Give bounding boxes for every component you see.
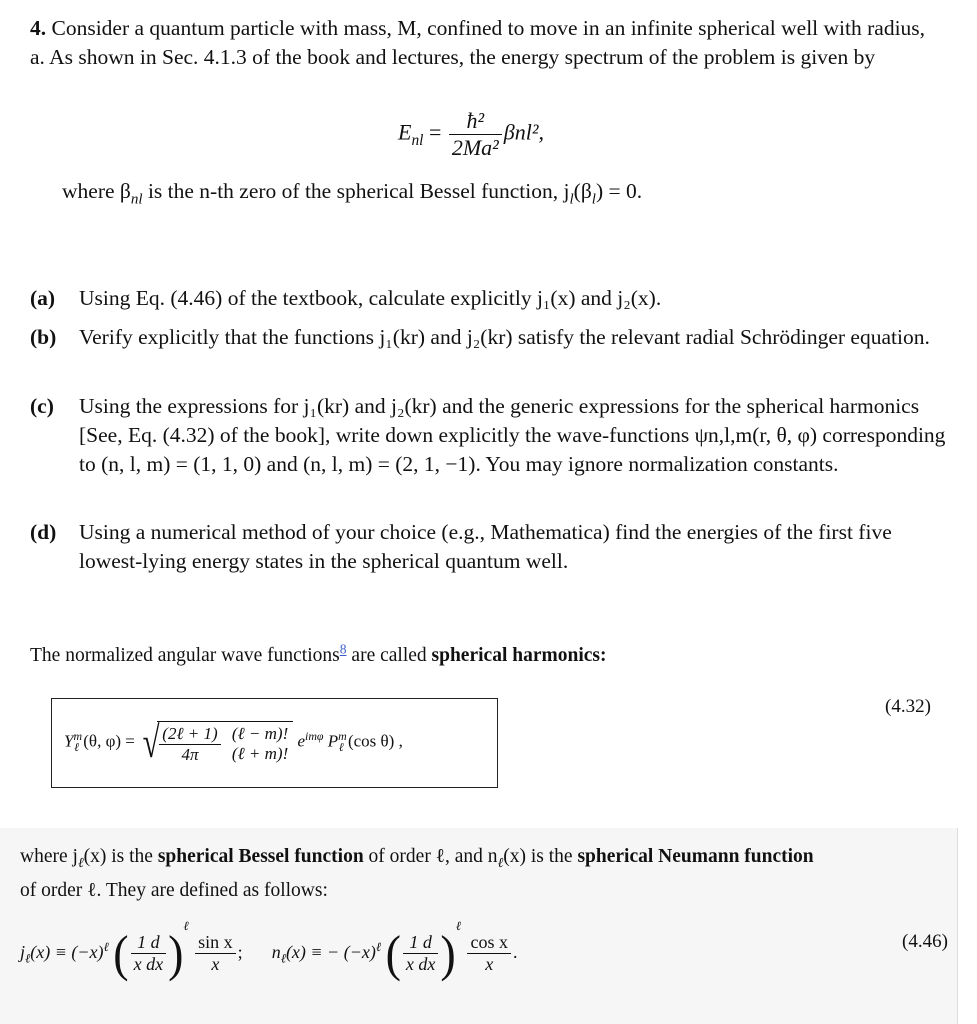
eq-j-pow: ℓ: [103, 940, 109, 954]
eq-plm-sup: m: [338, 728, 347, 743]
part-a: [30, 284, 950, 313]
eq-exp-sup: imφ: [305, 728, 324, 743]
frac1-den: 4π: [159, 744, 220, 765]
eq-4-32-number: (4.32): [885, 696, 931, 717]
where-j-sub: l: [569, 191, 574, 208]
eq-n-sub: ℓ: [280, 951, 286, 966]
eq-n-rest: (x) ≡ − (−x): [285, 942, 376, 962]
op2-num: 1 d: [409, 932, 432, 953]
paren-open: (: [385, 925, 401, 982]
eq-plm-sub: ℓ: [338, 739, 344, 754]
bessel-b1: spherical Bessel function: [157, 846, 364, 867]
bessel-t5: of order ℓ. They are defined as follows:: [20, 880, 328, 901]
where-final: ) = 0.: [595, 179, 643, 203]
sqrt: [139, 717, 293, 768]
part-text: Using the expressions for j₁(kr) and j₂(kr) and the generic expressions for the spherical harmonics [See, Eq. (4.32) of the book], write down explicitly the wave-functions ψn,l,m(r, θ, φ) corresponding to (n, l, m) = (1, 1, 0) and (n, l, m) = (2, 1, −1). You may ignore normalization constants.: [79, 394, 946, 476]
energy-lhs-sub: nl: [411, 131, 424, 149]
eq-j: j: [20, 942, 26, 962]
eq-exp: e: [297, 731, 306, 751]
bessel-text: [20, 840, 950, 908]
where-sub: nl: [130, 191, 143, 208]
excerpt1-bold-term: spherical harmonics:: [431, 645, 607, 666]
eq-j-rest: (x) ≡ (−x): [30, 942, 104, 962]
op-frac-2: [403, 932, 438, 975]
cos-den: x: [467, 953, 511, 975]
eq-4-32: [64, 717, 403, 768]
op-frac-1: [131, 932, 166, 975]
eq-ylm-args: (θ, φ) =: [83, 731, 135, 751]
excerpt-bessel: [0, 828, 958, 1024]
eq-ylm: Y: [64, 731, 74, 751]
bessel-t2: (x) is the: [83, 846, 158, 867]
energy-fraction: [449, 108, 502, 161]
op1-den: x dx: [131, 953, 166, 975]
eq-4-46-number: (4.46): [902, 931, 948, 952]
part-text: Verify explicitly that the functions j₁(kr) and j₂(kr) satisfy the relevant radial Schrödinger equation.: [79, 325, 930, 349]
paren-close: ): [440, 925, 456, 982]
op1-num: 1 d: [137, 932, 160, 953]
bessel-t4: (x) is the: [503, 846, 578, 867]
eq-n: n: [271, 942, 281, 962]
eq-ylm-sub: ℓ: [74, 739, 80, 754]
part-d: [30, 518, 950, 576]
sqrt-frac-2: [229, 724, 291, 764]
cos-num: cos x: [470, 932, 508, 953]
part-label: (b): [30, 325, 57, 349]
bessel-t1: where j: [20, 846, 78, 867]
bessel-t1-sub: ℓ: [77, 854, 84, 870]
part-label: (a): [30, 286, 56, 310]
eq-j-sub: ℓ: [25, 951, 31, 966]
part-label: (d): [30, 520, 57, 544]
problem-number: 4.: [30, 16, 47, 40]
footnote-link[interactable]: 8: [339, 641, 347, 657]
sin-frac: [195, 932, 236, 975]
sin-den: x: [195, 953, 236, 975]
energy-denominator: 2Ma²: [449, 134, 502, 161]
where-text: where β: [62, 179, 131, 203]
part-label: (c): [30, 394, 54, 418]
sin-num: sin x: [198, 932, 233, 953]
where-end: (β: [573, 179, 592, 203]
bessel-t3-sub: ℓ: [497, 854, 504, 870]
op1-pow: ℓ: [183, 919, 189, 933]
part-c: [30, 392, 950, 479]
problem-intro: [30, 14, 930, 72]
part-text: Using Eq. (4.46) of the textbook, calculate explicitly j₁(x) and j₂(x).: [79, 286, 662, 310]
part-text: Using a numerical method of your choice (e.g., Mathematica) find the energies of the first five lowest-lying energy states in the spherical quantum well.: [79, 520, 892, 573]
where-line: [62, 177, 642, 206]
problem-intro-text: Consider a quantum particle with mass, M, confined to move in an infinite spherical well with radius, a. As shown in Sec. 4.1.3 of the book and lectures, the energy spectrum of the problem is given by: [30, 16, 926, 69]
where-rest: is the n-th zero of the spherical Bessel function, j: [142, 179, 570, 203]
excerpt-spherical-harmonics: [30, 641, 607, 667]
frac1-num: (2ℓ + 1): [162, 723, 218, 743]
cos-frac: [467, 932, 511, 975]
eq-end: .: [512, 942, 518, 962]
eq-4-46: [20, 919, 518, 982]
frac2-den: (ℓ + m)!: [231, 744, 289, 763]
eq-plm-arg: (cos θ) ,: [347, 731, 403, 751]
bessel-b2: spherical Neumann function: [577, 846, 814, 867]
energy-tail: βnl²,: [503, 119, 544, 145]
part-b: [30, 323, 950, 352]
excerpt1-text: The normalized angular wave functions: [30, 645, 340, 666]
sqrt-frac-1: [159, 724, 220, 765]
eq-sep: ;: [237, 942, 243, 962]
eq-n-pow: ℓ: [375, 940, 382, 954]
eq-ylm-sup: m: [73, 728, 83, 743]
energy-numerator: ħ²: [466, 108, 485, 133]
energy-lhs: E: [398, 119, 412, 145]
energy-equation: $E_{nl}$ = $\frac{\text{ħ²}}{\text{2Ma²}}$ βnl²,: [398, 108, 544, 160]
paren-close: ): [168, 925, 184, 982]
paren-open: (: [113, 925, 129, 982]
eq-plm: P: [327, 731, 339, 751]
op2-pow: ℓ: [455, 919, 461, 933]
frac2-num: (ℓ − m)!: [231, 724, 289, 743]
op2-den: x dx: [403, 953, 438, 975]
where-beta-sub: l: [591, 191, 596, 208]
eq-4-32-box: [51, 698, 498, 788]
sqrt-sign: √: [142, 718, 160, 767]
excerpt1-text-after: are called: [346, 645, 432, 666]
bessel-t3: of order ℓ, and n: [363, 846, 498, 867]
